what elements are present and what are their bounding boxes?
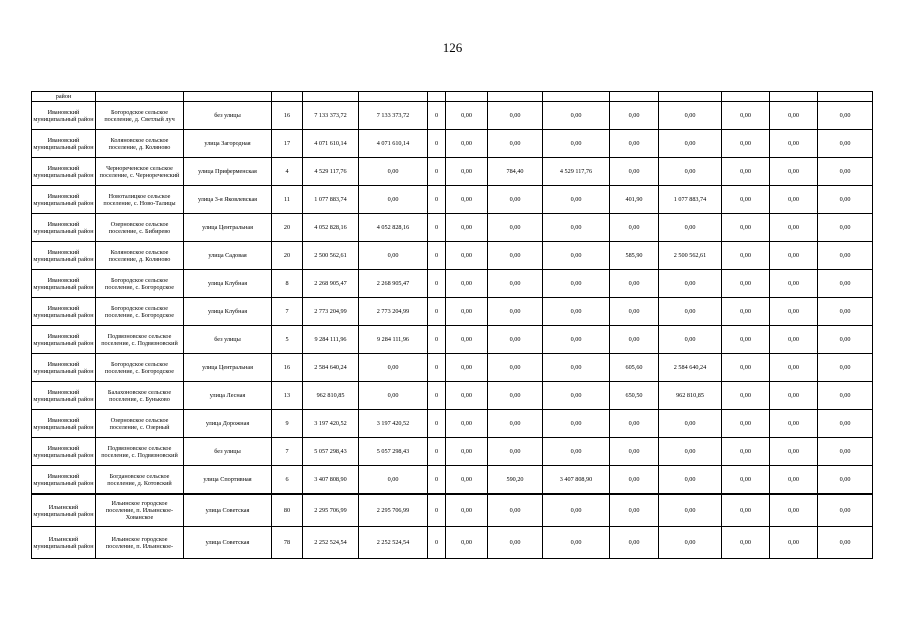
- table-cell: 0,00: [770, 354, 818, 382]
- table-cell: Ивановский муниципальный район: [32, 102, 96, 130]
- table-cell: 2 500 562,61: [659, 242, 722, 270]
- table-cell: 4 529 117,76: [543, 158, 610, 186]
- table-cell: Ивановский муниципальный район: [32, 410, 96, 438]
- table-cell: 0,00: [722, 410, 770, 438]
- table-row: [32, 326, 873, 354]
- table-cell: 0,00: [818, 242, 873, 270]
- table-cell: 9 284 111,96: [359, 326, 428, 354]
- table-cell: 0,00: [770, 382, 818, 410]
- table-cell: 1 077 883,74: [659, 186, 722, 214]
- table-cell: 0: [428, 326, 446, 354]
- table-cell: 0,00: [446, 130, 488, 158]
- table-cell: 0: [428, 298, 446, 326]
- table-cell: 0,00: [446, 326, 488, 354]
- table-cell: 7 133 373,72: [303, 102, 359, 130]
- table-cell: 0,00: [818, 214, 873, 242]
- table-cell: 0,00: [543, 382, 610, 410]
- table-cell: [184, 92, 272, 102]
- table-cell: Новоталицкое сельское поселение, с. Ново-Талицы: [96, 186, 184, 214]
- table-cell: 0,00: [818, 186, 873, 214]
- table-cell: 0,00: [659, 527, 722, 559]
- table-cell: 0,00: [722, 158, 770, 186]
- table-cell: улица Советская: [184, 527, 272, 559]
- table-cell: 7: [272, 438, 303, 466]
- table-cell: Богородское сельское поселение, д. Светлый луч: [96, 102, 184, 130]
- table-cell: 0,00: [610, 130, 659, 158]
- table-cell: Богдановское сельское поселение, д. Котовский: [96, 466, 184, 495]
- table-cell: Ивановский муниципальный район: [32, 354, 96, 382]
- table-cell: 0,00: [659, 158, 722, 186]
- table-cell: 0,00: [722, 326, 770, 354]
- table-cell: 401,90: [610, 186, 659, 214]
- table-cell: улица Центральная: [184, 214, 272, 242]
- table-cell: Озерновское сельское поселение, с. Бибирево: [96, 214, 184, 242]
- table-cell: 0,00: [659, 438, 722, 466]
- table-cell: 0,00: [543, 527, 610, 559]
- table-cell: 0,00: [446, 354, 488, 382]
- table-cell: 0,00: [818, 102, 873, 130]
- table-cell: улица Приферменская: [184, 158, 272, 186]
- table-cell: [96, 92, 184, 102]
- table-cell: 2 295 706,99: [359, 494, 428, 527]
- table-cell: 0,00: [722, 270, 770, 298]
- table-cell: 0,00: [543, 270, 610, 298]
- table-cell: 0,00: [543, 354, 610, 382]
- table-cell: Ивановский муниципальный район: [32, 158, 96, 186]
- table-cell: 0,00: [488, 527, 543, 559]
- table-cell: Ивановский муниципальный район: [32, 214, 96, 242]
- table-cell: 0,00: [543, 214, 610, 242]
- table-cell: 0,00: [659, 326, 722, 354]
- table-cell: 0,00: [818, 466, 873, 495]
- table-cell: 0,00: [610, 102, 659, 130]
- table-cell: [488, 92, 543, 102]
- table-cell: Богородское сельское поселение, с. Богородское: [96, 270, 184, 298]
- table-cell: 0,00: [818, 270, 873, 298]
- table-cell: без улицы: [184, 326, 272, 354]
- table-cell: 0,00: [722, 242, 770, 270]
- table-cell: 2 252 524,54: [359, 527, 428, 559]
- table-cell: улица Садовая: [184, 242, 272, 270]
- table-cell: 0,00: [446, 242, 488, 270]
- table-cell: 0,00: [446, 270, 488, 298]
- table-cell: 0: [428, 158, 446, 186]
- table-cell: 0,00: [610, 527, 659, 559]
- table-cell: 0,00: [770, 326, 818, 354]
- table-cell: 0,00: [610, 438, 659, 466]
- table-cell: 0,00: [488, 130, 543, 158]
- table-row: [32, 494, 873, 527]
- table-row: [32, 527, 873, 559]
- table-cell: 0,00: [610, 214, 659, 242]
- table-cell: [722, 92, 770, 102]
- table-cell: 80: [272, 494, 303, 527]
- table-row: [32, 270, 873, 298]
- table-cell: 0: [428, 410, 446, 438]
- table-cell: улица Центральная: [184, 354, 272, 382]
- table-cell: улица Спортивная: [184, 466, 272, 495]
- table-cell: Ивановский муниципальный район: [32, 466, 96, 495]
- table-cell: 11: [272, 186, 303, 214]
- table-cell: 0: [428, 270, 446, 298]
- table-cell: 0,00: [818, 354, 873, 382]
- table-cell: Подвязновское сельское поселение, с. Подвязновский: [96, 438, 184, 466]
- table-cell: 17: [272, 130, 303, 158]
- table-cell: 0,00: [488, 242, 543, 270]
- table-cell: 0,00: [722, 354, 770, 382]
- table-cell: 2 268 905,47: [359, 270, 428, 298]
- table-cell: 0,00: [610, 410, 659, 438]
- table-cell: [770, 92, 818, 102]
- table-cell: 0,00: [446, 158, 488, 186]
- table-cell: 0,00: [659, 298, 722, 326]
- table-row: [32, 410, 873, 438]
- table-cell: 650,50: [610, 382, 659, 410]
- table-cell: 2 268 905,47: [303, 270, 359, 298]
- table-cell: 7 133 373,72: [359, 102, 428, 130]
- table-cell: 0,00: [446, 214, 488, 242]
- table-cell: 0,00: [543, 410, 610, 438]
- table-cell: 0,00: [770, 130, 818, 158]
- table-cell: 0,00: [818, 326, 873, 354]
- table-cell: 0: [428, 382, 446, 410]
- table-cell: 0,00: [659, 102, 722, 130]
- page-number: 126: [442, 40, 463, 55]
- table-cell: 4: [272, 158, 303, 186]
- table-cell: 0,00: [488, 354, 543, 382]
- table-cell: [610, 92, 659, 102]
- table-cell: [428, 92, 446, 102]
- table-cell: 6: [272, 466, 303, 495]
- table-cell: Богородское сельское поселение, с. Богородское: [96, 298, 184, 326]
- table-cell: 0,00: [610, 466, 659, 495]
- table-cell: 0,00: [446, 102, 488, 130]
- data-table: [31, 91, 873, 559]
- table-cell: 0,00: [722, 382, 770, 410]
- table-cell: 2 773 204,99: [359, 298, 428, 326]
- table-cell: [359, 92, 428, 102]
- table-row: [32, 130, 873, 158]
- table-cell: 16: [272, 102, 303, 130]
- table-row: [32, 466, 873, 495]
- table-cell: 0,00: [488, 382, 543, 410]
- table-cell: 0,00: [543, 102, 610, 130]
- table-cell: 5 057 298,43: [359, 438, 428, 466]
- table-cell: 0,00: [722, 102, 770, 130]
- table-cell: район: [32, 92, 96, 102]
- table-cell: 2 500 562,61: [303, 242, 359, 270]
- table-cell: 4 052 828,16: [359, 214, 428, 242]
- table-cell: без улицы: [184, 102, 272, 130]
- table-cell: 0,00: [770, 410, 818, 438]
- table-row: [32, 354, 873, 382]
- table-row: [32, 438, 873, 466]
- table-cell: 0,00: [446, 466, 488, 495]
- table-cell: 0,00: [818, 130, 873, 158]
- table-cell: [543, 92, 610, 102]
- table-cell: Ивановский муниципальный район: [32, 326, 96, 354]
- table-cell: 0,00: [722, 527, 770, 559]
- table-cell: 0,00: [818, 298, 873, 326]
- table-cell: улица Лесная: [184, 382, 272, 410]
- table-cell: 1 077 883,74: [303, 186, 359, 214]
- table-cell: 0,00: [446, 186, 488, 214]
- table-row: [32, 242, 873, 270]
- table-cell: 0,00: [488, 214, 543, 242]
- table-cell: 3 407 808,90: [303, 466, 359, 495]
- table-cell: Богородское сельское поселение, с. Богородское: [96, 354, 184, 382]
- table-cell: 2 584 640,24: [303, 354, 359, 382]
- table-cell: 0,00: [722, 494, 770, 527]
- table-cell: 0,00: [488, 410, 543, 438]
- table-cell: 0,00: [488, 298, 543, 326]
- table-cell: 590,20: [488, 466, 543, 495]
- table-cell: 4 052 828,16: [303, 214, 359, 242]
- table-cell: 0,00: [446, 438, 488, 466]
- table-cell: 0,00: [659, 410, 722, 438]
- table-cell: 585,90: [610, 242, 659, 270]
- table-cell: 0,00: [659, 466, 722, 495]
- table-cell: 962 810,85: [659, 382, 722, 410]
- table-row: [32, 214, 873, 242]
- table-cell: 0,00: [770, 527, 818, 559]
- table-cell: без улицы: [184, 438, 272, 466]
- table-cell: Ильинский муниципальный район: [32, 527, 96, 559]
- table-cell: 0,00: [722, 466, 770, 495]
- table-cell: [659, 92, 722, 102]
- table-cell: Ивановский муниципальный район: [32, 298, 96, 326]
- table-cell: 0,00: [818, 382, 873, 410]
- table-cell: 0: [428, 438, 446, 466]
- table-cell: 0: [428, 102, 446, 130]
- table-cell: 0,00: [543, 130, 610, 158]
- table-cell: 3 197 420,52: [303, 410, 359, 438]
- table-cell: 5: [272, 326, 303, 354]
- table-cell: 9 284 111,96: [303, 326, 359, 354]
- table-cell: улица Загородная: [184, 130, 272, 158]
- table-cell: Ивановский муниципальный район: [32, 186, 96, 214]
- table-cell: 0,00: [488, 438, 543, 466]
- table-cell: 0,00: [446, 298, 488, 326]
- table-cell: 0,00: [770, 186, 818, 214]
- table-cell: 0,00: [543, 186, 610, 214]
- table-cell: 5 057 298,43: [303, 438, 359, 466]
- table-cell: 0,00: [610, 326, 659, 354]
- table-cell: 0,00: [610, 298, 659, 326]
- table-cell: 0: [428, 214, 446, 242]
- table-cell: 0,00: [722, 214, 770, 242]
- table-cell: Ивановский муниципальный район: [32, 242, 96, 270]
- table-cell: 0,00: [818, 494, 873, 527]
- table-cell: 7: [272, 298, 303, 326]
- table-cell: 78: [272, 527, 303, 559]
- table-cell: 0,00: [446, 382, 488, 410]
- table-cell: 962 810,85: [303, 382, 359, 410]
- table-cell: 3 407 808,90: [543, 466, 610, 495]
- table-cell: 0,00: [770, 158, 818, 186]
- table-cell: 0,00: [659, 270, 722, 298]
- table-cell: Подвязновское сельское поселение, с. Подвязновский: [96, 326, 184, 354]
- table-cell: 0,00: [543, 438, 610, 466]
- table-cell: улица Клубная: [184, 270, 272, 298]
- table-cell: 0,00: [659, 494, 722, 527]
- table-cell: [272, 92, 303, 102]
- table-cell: 0,00: [543, 326, 610, 354]
- table-cell: 0: [428, 186, 446, 214]
- table-cell: 13: [272, 382, 303, 410]
- table-cell: 0,00: [446, 494, 488, 527]
- table-cell: 0,00: [659, 214, 722, 242]
- table-cell: 784,40: [488, 158, 543, 186]
- table-row: [32, 186, 873, 214]
- table-cell: 0: [428, 494, 446, 527]
- table-cell: улица 3-я Яковлевская: [184, 186, 272, 214]
- table-cell: [446, 92, 488, 102]
- table-cell: 0,00: [359, 158, 428, 186]
- table-cell: 2 295 706,99: [303, 494, 359, 527]
- table-cell: Коляновское сельское поселение, д. Коляново: [96, 130, 184, 158]
- table-cell: 0,00: [488, 326, 543, 354]
- table-cell: 0,00: [543, 242, 610, 270]
- table-cell: Ильинский муниципальный район: [32, 494, 96, 527]
- table-cell: Чернореченское сельское поселение, с. Чернореченский: [96, 158, 184, 186]
- table-cell: 2 773 204,99: [303, 298, 359, 326]
- table-cell: 0,00: [359, 466, 428, 495]
- table-cell: 4 071 610,14: [303, 130, 359, 158]
- table-cell: 0,00: [659, 130, 722, 158]
- table-cell: 0,00: [359, 382, 428, 410]
- table-cell: 3 197 420,52: [359, 410, 428, 438]
- table-cell: 0,00: [610, 494, 659, 527]
- table-cell: улица Дорожная: [184, 410, 272, 438]
- table-row: [32, 298, 873, 326]
- table-cell: 0,00: [488, 102, 543, 130]
- table-cell: 0,00: [722, 298, 770, 326]
- table-cell: Озерновское сельское поселение, с. Озерный: [96, 410, 184, 438]
- table-cell: 0,00: [818, 438, 873, 466]
- table-cell: 0,00: [770, 214, 818, 242]
- table-cell: 0,00: [770, 270, 818, 298]
- table-cell: 0,00: [722, 130, 770, 158]
- table-row: [32, 102, 873, 130]
- table-cell: 0: [428, 354, 446, 382]
- table-cell: 0: [428, 130, 446, 158]
- table-cell: [818, 92, 873, 102]
- table-cell: 0,00: [818, 527, 873, 559]
- table-cell: 0: [428, 242, 446, 270]
- table-cell: 0,00: [818, 410, 873, 438]
- table-cell: 0,00: [770, 466, 818, 495]
- table-cell: Ивановский муниципальный район: [32, 130, 96, 158]
- table-cell: 0,00: [446, 527, 488, 559]
- table-cell: Ивановский муниципальный район: [32, 382, 96, 410]
- table-cell: 0,00: [543, 298, 610, 326]
- table-cell: Ивановский муниципальный район: [32, 270, 96, 298]
- table-cell: 0,00: [488, 186, 543, 214]
- table-cell: 20: [272, 242, 303, 270]
- table-cell: 8: [272, 270, 303, 298]
- table-cell: 0,00: [610, 158, 659, 186]
- table-cell: 2 584 640,24: [659, 354, 722, 382]
- table-cell: 0: [428, 466, 446, 495]
- table-cell: 0,00: [770, 298, 818, 326]
- table-cell: 0,00: [722, 438, 770, 466]
- table-cell: Ильинское городское поселение, п. Ильинское-Хованское: [96, 494, 184, 527]
- table-cell: 0,00: [610, 270, 659, 298]
- table-cell: 0,00: [770, 494, 818, 527]
- table-cell: 605,60: [610, 354, 659, 382]
- table-cell: 0,00: [488, 270, 543, 298]
- table-cell: 0,00: [359, 354, 428, 382]
- table-row: [32, 382, 873, 410]
- table-cell: 0,00: [770, 102, 818, 130]
- table-cell: 0,00: [818, 158, 873, 186]
- table-cell: 0,00: [488, 494, 543, 527]
- table-cell: 9: [272, 410, 303, 438]
- table-cell: 0,00: [446, 410, 488, 438]
- table-cell: 0,00: [770, 242, 818, 270]
- table-cell: 4 529 117,76: [303, 158, 359, 186]
- table-cell: 4 071 610,14: [359, 130, 428, 158]
- table-cell: 0,00: [722, 186, 770, 214]
- table-cell: Ильинское городское поселение, п. Ильинское-: [96, 527, 184, 559]
- table-cell: улица Клубная: [184, 298, 272, 326]
- table-row-continuation: [32, 92, 873, 102]
- table-cell: 16: [272, 354, 303, 382]
- table-cell: 0,00: [359, 186, 428, 214]
- table-cell: Ивановский муниципальный район: [32, 438, 96, 466]
- table-cell: Коляновское сельское поселение, д. Коляново: [96, 242, 184, 270]
- table-cell: Балахоновское сельское поселение, с. Буньково: [96, 382, 184, 410]
- table-cell: 2 252 524,54: [303, 527, 359, 559]
- table-cell: 20: [272, 214, 303, 242]
- table-row: [32, 158, 873, 186]
- table-cell: 0: [428, 527, 446, 559]
- table-cell: 0,00: [770, 438, 818, 466]
- table-cell: улица Советская: [184, 494, 272, 527]
- table-cell: 0,00: [359, 242, 428, 270]
- table-cell: 0,00: [543, 494, 610, 527]
- table-cell: [303, 92, 359, 102]
